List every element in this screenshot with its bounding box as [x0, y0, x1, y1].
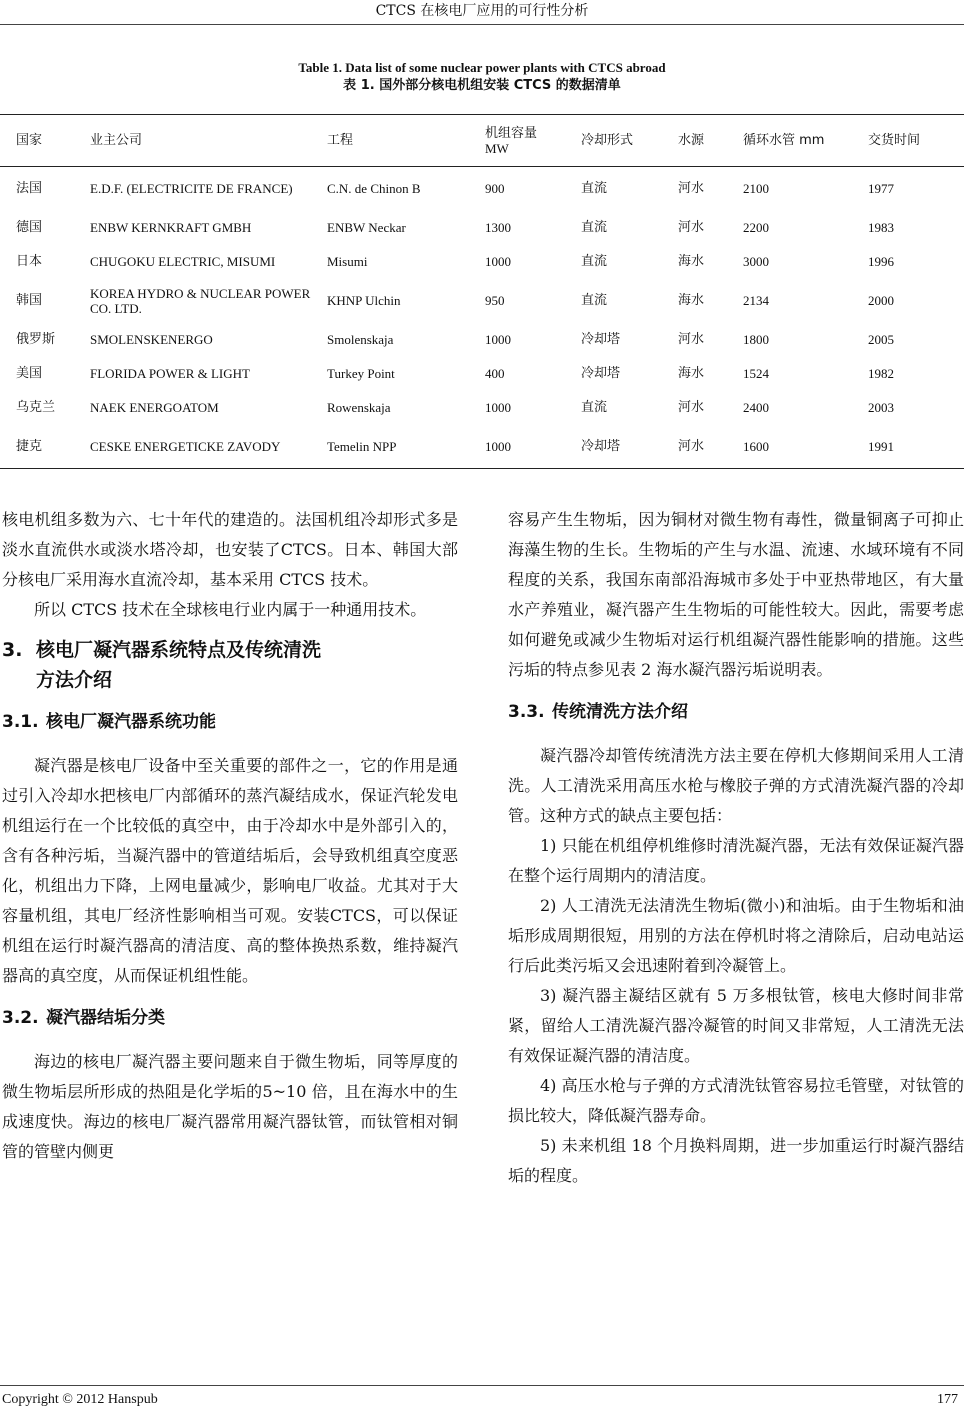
- list-item: 4) 高压水枪与子弹的方式清洗钛管容易拉毛管壁，对钛管的损比较大，降低凝汽器寿命。: [508, 1076, 964, 1125]
- section-number: 3.3.: [508, 702, 545, 722]
- cell: Temelin NPP: [311, 425, 469, 469]
- cell: 河水: [662, 425, 727, 469]
- cell: 1983: [868, 220, 894, 235]
- table-row: [0, 245, 964, 279]
- header-cell-capacity: 机组容量 MW: [469, 115, 565, 167]
- header-cell-owner: 业主公司: [74, 115, 311, 167]
- section-number: 3.: [2, 639, 23, 661]
- cell: 日本: [16, 254, 43, 269]
- section-title: 凝汽器结垢分类: [46, 1008, 165, 1028]
- section-number: 3.1.: [2, 712, 39, 732]
- cell: 1991: [852, 425, 964, 469]
- list-item: 5) 未来机组 18 个月换料周期，进一步加重运行时凝汽器结垢的程度。: [508, 1136, 964, 1185]
- section-number: 3.2.: [2, 1008, 39, 1028]
- cell: 3000: [743, 254, 769, 269]
- cell: 美国: [16, 366, 43, 381]
- cell: 1800: [743, 332, 769, 347]
- table-header-row: [0, 115, 964, 167]
- cell: KOREA HYDRO & NUCLEAR POWER CO. LTD.: [90, 285, 311, 316]
- cell: 德国: [16, 220, 43, 235]
- table-row: [0, 391, 964, 425]
- cell: 1000: [485, 254, 511, 269]
- table-row: [0, 167, 964, 211]
- section-heading-3: [2, 635, 458, 695]
- paragraph: 核电机组多数为六、七十年代的建造的。法国机组冷却形式多是淡水直流供水或淡水塔冷却，也安装了CTCS。日本、韩国大部分核电厂采用海水直流冷却，基本采用 CTCS 技术。: [2, 510, 458, 589]
- cell: 直流: [581, 220, 608, 235]
- right-column: [508, 505, 964, 1191]
- table-row: [0, 279, 964, 323]
- cell: 河水: [678, 332, 705, 347]
- cell: 俄罗斯: [16, 332, 56, 347]
- section-heading-3-3: [508, 697, 964, 727]
- cell: 法国: [16, 181, 43, 197]
- copyright-notice: Copyright © 2012 Hanspub: [2, 1392, 158, 1407]
- paragraph: 容易产生生物垢，因为铜材对微生物有毒性，微量铜离子可抑止海藻生物的生长。生物垢的产生与水温、流速、水域环境有不同程度的关系，我国东南部沿海城市多处于中亚热带地区，有大量水产养殖业，凝汽器产生生物垢的可能性较大。因此，需要考虑如何避免或减少生物垢对运行机组凝汽器性能影响的措施。这些污垢的特点参见表 2 海水凝汽器污垢说明表。: [508, 510, 964, 679]
- cell: C.N. de Chinon B: [327, 181, 421, 197]
- cell: 2200: [743, 220, 769, 235]
- table-row: [0, 211, 964, 245]
- cell: 直流: [581, 293, 608, 308]
- cell: ENBW Neckar: [327, 220, 406, 235]
- cell: 乌克兰: [16, 400, 56, 415]
- cell: 海水: [678, 366, 705, 381]
- header-cell-cooling: 冷却形式: [565, 115, 662, 167]
- table-row: [0, 425, 964, 469]
- paragraph: 海边的核电厂凝汽器主要问题来自于微生物垢，同等厚度的微生物垢层所形成的热阻是化学垢的5~10 倍，且在海水中的生成速度快。海边的核电厂凝汽器常用凝汽器钛管，而钛管相对铜管的管壁内侧更: [2, 1052, 458, 1161]
- cell: CHUGOKU ELECTRIC, MISUMI: [90, 254, 276, 269]
- table-row: [0, 357, 964, 391]
- cell: FLORIDA POWER & LIGHT: [90, 366, 250, 381]
- cell: NAEK ENERGOATOM: [90, 400, 219, 415]
- cell: 2134: [743, 293, 769, 308]
- cell: 1000: [485, 400, 511, 415]
- cell: 韩国: [16, 293, 43, 308]
- header-cell-project: 工程: [311, 115, 469, 167]
- footer-divider: [0, 1385, 964, 1386]
- list-item: 1) 只能在机组停机维修时清洗凝汽器，无法有效保证凝汽器在整个运行周期内的清洁度。: [508, 836, 964, 885]
- cell: 2005: [868, 332, 894, 347]
- cell: 1996: [868, 254, 894, 269]
- section-title: 核电厂凝汽器系统功能: [46, 712, 216, 732]
- cell: 1600: [727, 425, 852, 469]
- cell: 直流: [581, 400, 608, 415]
- paragraph: 凝汽器冷却管传统清洗方法主要在停机大修期间采用人工清洗。人工清洗采用高压水枪与橡胶子弹的方式清洗凝汽器的冷却管。这种方式的缺点主要包括：: [508, 746, 964, 825]
- cell: 冷却塔: [581, 366, 621, 381]
- cell: E.D.F. (ELECTRICITE DE FRANCE): [90, 181, 293, 197]
- section-heading-3-2: [2, 1003, 458, 1033]
- cell: SMOLENSKENERGO: [90, 332, 213, 347]
- header-cell-delivery: 交货时间: [852, 115, 964, 167]
- cell: 2003: [868, 400, 894, 415]
- list-item: 3) 凝汽器主凝结区就有 5 万多根钛管，核电大修时间非常紧，留给人工清洗凝汽器冷凝管的时间又非常短，人工清洗无法有效保证凝汽器的清洁度。: [508, 986, 964, 1065]
- cell: Turkey Point: [327, 366, 395, 381]
- cell: 2000: [868, 293, 894, 308]
- header-cell-pipe: 循环水管 mm: [727, 115, 852, 167]
- paragraph: 凝汽器是核电厂设备中至关重要的部件之一，它的作用是通过引入冷却水把核电厂内部循环的蒸汽凝结成水，保证汽轮发电机组运行在一个比较低的真空中，由于冷却水中是外部引入的，含有各种污垢，当凝汽器中的管道结垢后，会导致机组真空度恶化，机组出力下降，上网电量减少，影响电厂收益。尤其对于大容量机组，其电厂经济性影响相当可观。安装CTCS，可以保证机组在运行时凝汽器高的清洁度、高的整体换热系数，维持凝汽器高的真空度，从而保证机组性能。: [2, 756, 458, 985]
- table-caption-cn: 表 1. 国外部分核电机组安装 CTCS 的数据清单: [343, 78, 621, 93]
- cell: 1300: [485, 220, 511, 235]
- cell: Rowenskaja: [327, 400, 391, 415]
- cell: ENBW KERNKRAFT GMBH: [90, 220, 252, 235]
- cell: KHNP Ulchin: [327, 293, 401, 308]
- running-header: CTCS 在核电厂应用的可行性分析: [375, 3, 589, 19]
- cell: 1982: [868, 366, 894, 381]
- cell: Smolenskaja: [327, 332, 394, 347]
- cell: 950: [485, 293, 505, 308]
- cell: 直流: [581, 181, 608, 197]
- table-caption-en: Table 1. Data list of some nuclear power plants with CTCS abroad: [298, 60, 666, 75]
- page-number: 177: [937, 1392, 958, 1407]
- cell: 400: [485, 366, 505, 381]
- cell: 河水: [678, 400, 705, 415]
- cell: 河水: [678, 220, 705, 235]
- cell: 2400: [743, 400, 769, 415]
- cell: 冷却塔: [581, 332, 621, 347]
- cell: 1000: [469, 425, 565, 469]
- section-title-line1: 核电厂凝汽器系统特点及传统清洗: [36, 639, 322, 661]
- cell: 海水: [678, 254, 705, 269]
- paragraph: 所以 CTCS 技术在全球核电行业内属于一种通用技术。: [34, 600, 427, 619]
- section-heading-3-1: [2, 707, 458, 737]
- cell: 直流: [581, 254, 608, 269]
- cell: 海水: [678, 293, 705, 308]
- cell: 1000: [485, 332, 511, 347]
- cell: CESKE ENERGETICKE ZAVODY: [74, 425, 311, 469]
- section-title: 传统清洗方法介绍: [552, 702, 688, 722]
- left-column: [2, 505, 458, 1167]
- cell: 捷克: [0, 425, 74, 469]
- cell: 冷却塔: [565, 425, 662, 469]
- cell: 1524: [743, 366, 769, 381]
- cell: 2100: [743, 181, 769, 197]
- header-divider: [0, 24, 964, 25]
- table-row: [0, 323, 964, 357]
- data-table: [0, 114, 964, 469]
- section-title-line2: 方法介绍: [36, 669, 113, 691]
- cell: 1977: [868, 181, 894, 197]
- list-item: 2) 人工清洗无法清洗生物垢(微小)和油垢。由于生物垢和油垢形成周期很短，用别的方法在停机时将之清除后，启动电站运行后此类污垢又会迅速附着到冷凝管上。: [508, 896, 964, 975]
- header-cell-country: 国家: [0, 115, 74, 167]
- header-cell-water-source: 水源: [662, 115, 727, 167]
- cell: Misumi: [327, 254, 368, 269]
- cell: 河水: [678, 181, 705, 197]
- cell: 900: [485, 181, 505, 197]
